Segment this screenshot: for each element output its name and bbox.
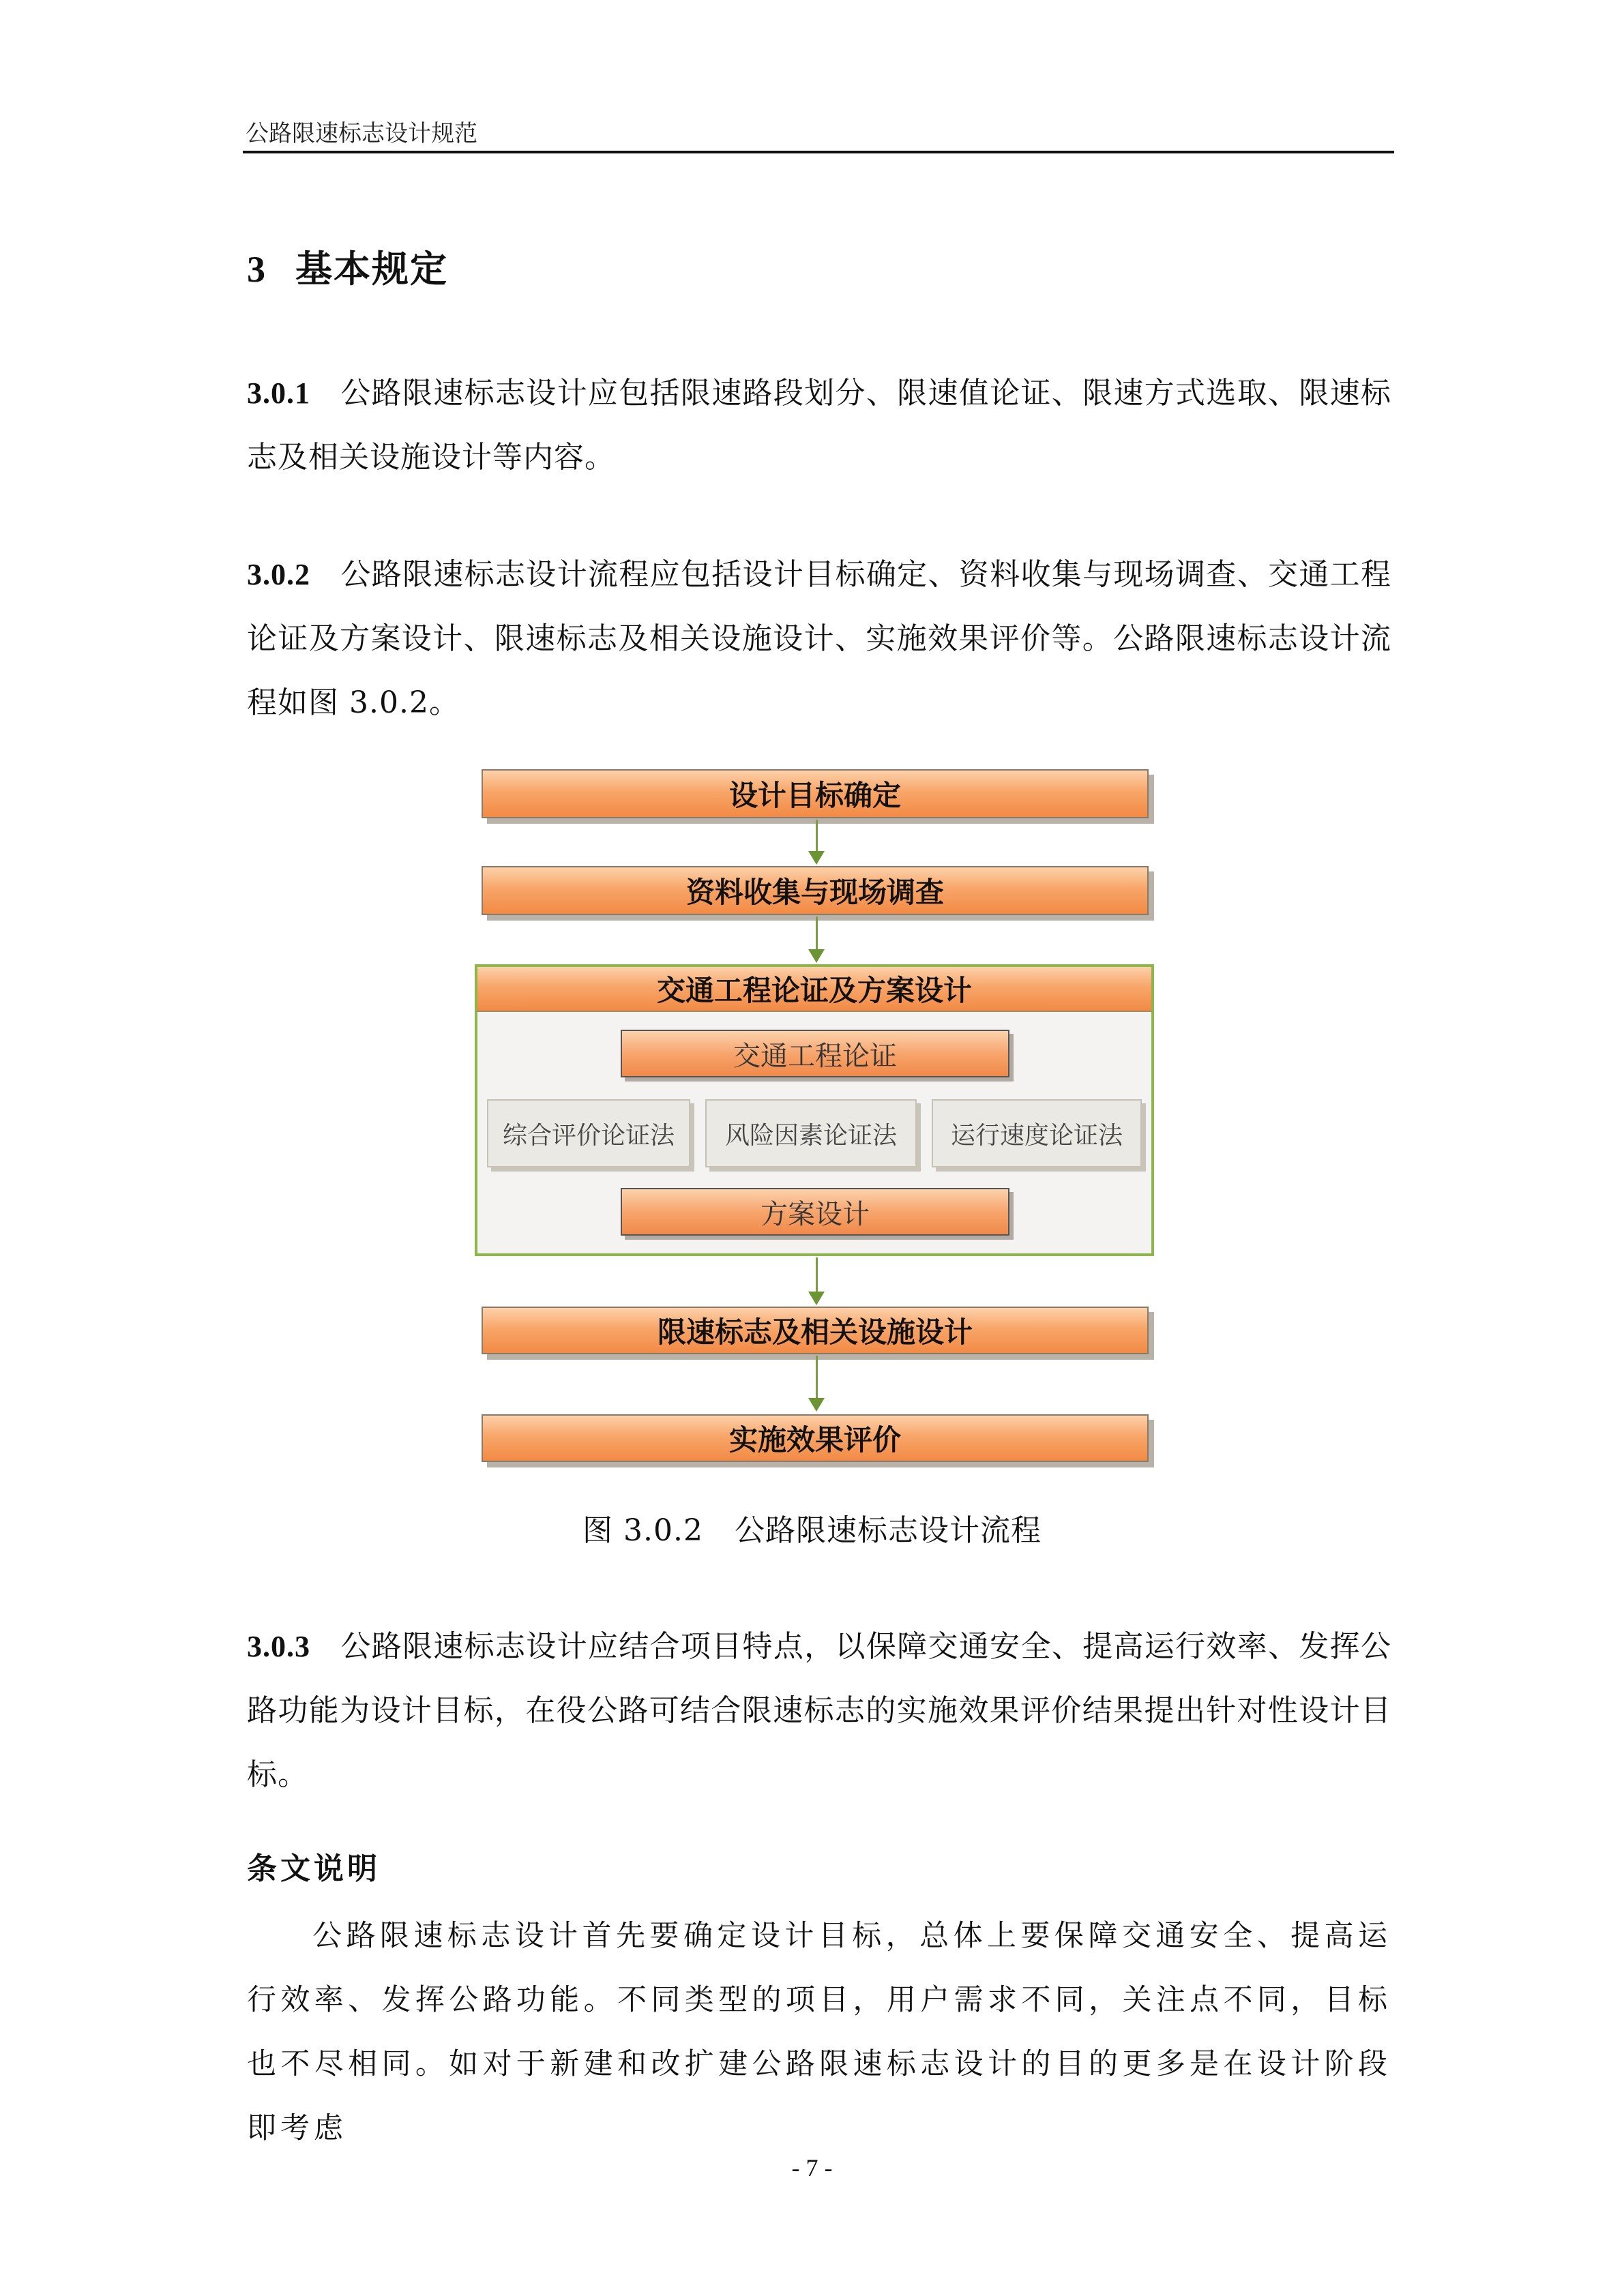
running-header: 公路限速标志设计规范 [246,120,477,147]
flow-sub-scheme-design: 方案设计 [621,1188,1009,1236]
flow-arrow [812,1356,821,1413]
flow-step-design-goal: 设计目标确定 [482,769,1149,818]
method-comprehensive-evaluation: 综合评价论证法 [487,1099,690,1167]
clause-text: 公路限速标志设计流程应包括设计目标确定、资料收集与现场调查、交通工程论证及方案设计、限速标志及相关设施设计、实施效果评价等。公路限速标志设计流程如图 3.0.2。 [247,557,1391,720]
flow-arrow [812,916,821,964]
method-operating-speed: 运行速度论证法 [932,1099,1142,1167]
clause-number: 3.0.2 [247,558,310,591]
clause-text: 公路限速标志设计应包括限速路段划分、限速值论证、限速方式选取、限速标志及相关设施设计等内容。 [247,376,1391,475]
chapter-title-text: 基本规定 [295,248,448,290]
chapter-number: 3 [247,249,267,290]
figure-caption [0,1506,1624,1549]
clause-3-0-3 [247,1615,1391,1807]
page-number: - 7 - [791,2154,833,2181]
clause-number: 3.0.3 [247,1630,310,1663]
flow-sub-engineering-demonstration: 交通工程论证 [621,1030,1009,1077]
clause-text: 公路限速标志设计应结合项目特点，以保障交通安全、提高运行效率、发挥公路功能为设计目标，在役公路可结合限速标志的实施效果评价结果提出针对性设计目标。 [247,1629,1391,1792]
figure-number: 图 3.0.2 [582,1513,703,1548]
figure-caption-text: 公路限速标志设计流程 [734,1513,1042,1548]
flow-step-evaluation: 实施效果评价 [482,1414,1149,1462]
method-risk-factor: 风险因素论证法 [705,1099,917,1167]
flow-arrow [812,820,821,866]
clause-3-0-2 [247,543,1391,735]
flow-step-sign-design: 限速标志及相关设施设计 [482,1307,1149,1354]
flow-step-data-collection: 资料收集与现场调查 [482,866,1149,915]
clause-3-0-1 [247,361,1391,490]
flow-step-engineering: 交通工程论证及方案设计 [475,964,1154,1012]
commentary-text: 公路限速标志设计首先要确定设计目标，总体上要保障交通安全、提高运行效率、发挥公路功能。不同类型的项目，用户需求不同，关注点不同，目标也不尽相同。如对于新建和改扩建公路限速标志设计的目的更多是在设计阶段即考虑 [247,1919,1391,2145]
header-rule [243,151,1394,153]
chapter-title [247,240,448,293]
commentary-heading: 条文说明 [247,1851,381,1886]
clause-number: 3.0.1 [247,376,310,410]
flow-arrow [812,1257,821,1307]
